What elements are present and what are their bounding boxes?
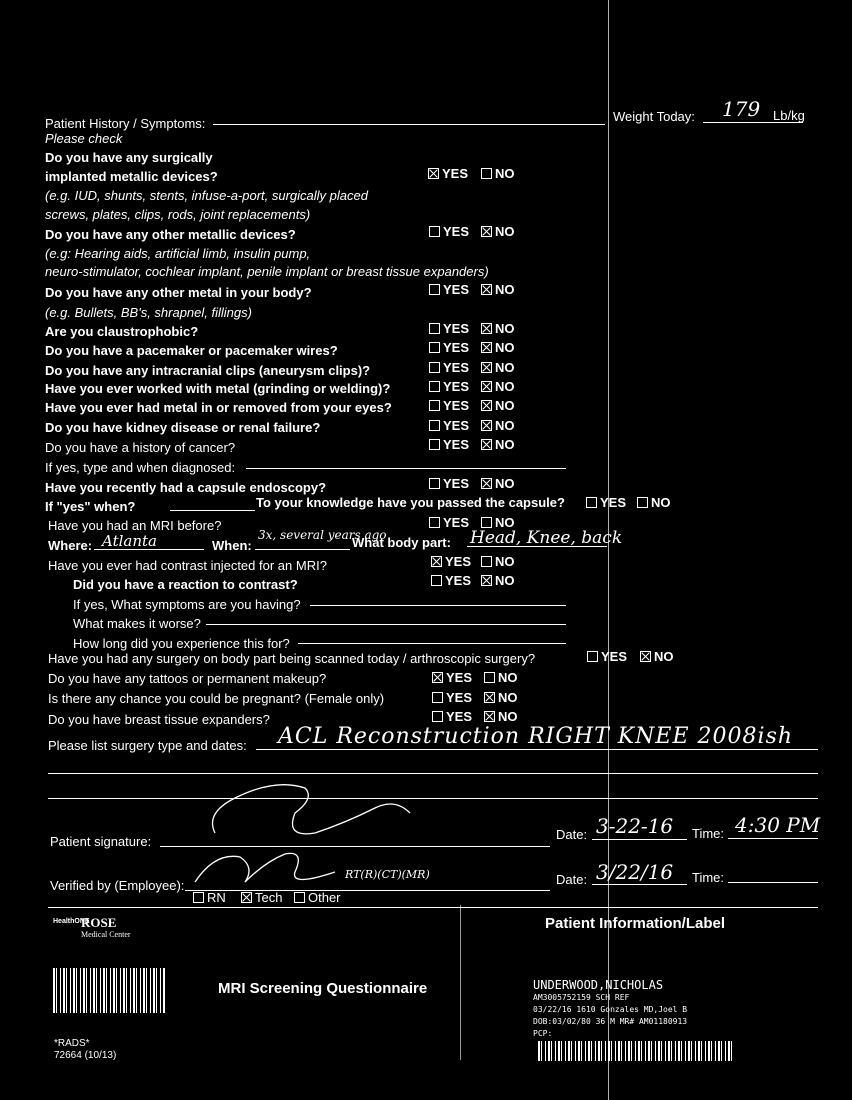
yes-option[interactable]: YES <box>429 360 469 375</box>
checkbox-icon <box>429 420 440 431</box>
no-option-checked[interactable]: NO <box>481 379 515 394</box>
question: implanted metallic devices? <box>45 169 218 184</box>
checkbox-icon <box>481 439 492 450</box>
patient-dob: DOB:03/02/80 36 M MR# AM01180913 <box>533 1017 688 1026</box>
question: Do you have a history of cancer? <box>45 440 236 455</box>
checkbox-icon <box>637 497 648 508</box>
patient-pcp: PCP: <box>533 1029 553 1038</box>
no-option[interactable]: NO <box>481 554 515 569</box>
verified-credentials: RT(R)(CT)(MR) <box>345 868 430 881</box>
question: Is there any chance you could be pregnant? (Female only) <box>48 691 385 706</box>
no-option-checked[interactable]: NO <box>481 573 515 588</box>
patient-visit: 03/22/16 1610 Gonzales MD,Joel B <box>533 1005 688 1014</box>
surgery-list-value[interactable]: ACL Reconstruction RIGHT KNEE 2008ish <box>278 724 794 749</box>
question: If yes, What symptoms are you having? <box>73 597 301 612</box>
checkbox-icon <box>587 651 598 662</box>
yes-option[interactable]: YES <box>429 476 469 491</box>
patient-time-line <box>728 838 818 839</box>
checkbox-icon <box>429 400 440 411</box>
yes-option[interactable]: YES <box>586 495 626 510</box>
yes-option[interactable]: YES <box>429 224 469 239</box>
no-option-checked[interactable]: NO <box>481 437 515 452</box>
checkbox-icon <box>484 711 495 722</box>
surgery-list-label: Please list surgery type and dates: <box>48 738 247 753</box>
no-option[interactable]: NO <box>637 495 671 510</box>
patient-name: UNDERWOOD,NICHOLAS <box>533 978 664 992</box>
patient-barcode <box>538 1041 732 1061</box>
checkbox-icon <box>429 342 440 353</box>
surgery-line <box>256 749 818 750</box>
question: What makes it worse? <box>73 616 201 631</box>
checkbox-icon <box>481 362 492 373</box>
yes-option[interactable]: YES <box>429 437 469 452</box>
yes-option[interactable]: YES <box>432 709 472 724</box>
no-option-checked[interactable]: NO <box>481 418 515 433</box>
verified-date-line <box>592 884 687 885</box>
yes-option[interactable]: YES <box>429 398 469 413</box>
verified-time-label: Time: <box>692 870 725 885</box>
no-option-checked[interactable]: NO <box>484 709 518 724</box>
verified-label: Verified by (Employee): <box>50 878 185 893</box>
checkbox-icon <box>481 323 492 334</box>
yes-option[interactable]: YES <box>429 418 469 433</box>
checkbox-icon <box>432 692 443 703</box>
yes-option-checked[interactable]: YES <box>428 166 468 181</box>
form-title: MRI Screening Questionnaire <box>218 980 428 997</box>
no-option-checked[interactable]: NO <box>481 282 515 297</box>
patient-time-label: Time: <box>692 826 725 841</box>
checkbox-icon <box>640 651 651 662</box>
verified-date-value[interactable]: 3/22/16 <box>596 860 674 884</box>
patient-date-value[interactable]: 3-22-16 <box>596 814 674 838</box>
capsule-followup: To your knowledge have you passed the capsule? <box>256 495 565 510</box>
checkbox-icon <box>481 400 492 411</box>
checkbox-icon <box>429 439 440 450</box>
yes-option[interactable]: YES <box>429 515 469 530</box>
surgery-line-2 <box>48 773 818 774</box>
form-code: *RADS* <box>54 1038 90 1049</box>
question: Do you have any other metallic devices? <box>45 227 296 242</box>
question: If yes, type and when diagnosed: <box>45 460 236 475</box>
patient-account: AM3005752159 SCH REF <box>533 993 630 1002</box>
weight-unit: Lb/kg <box>773 108 805 123</box>
yes-option[interactable]: YES <box>429 282 469 297</box>
question: Do you have any surgically <box>45 150 213 165</box>
no-option[interactable]: NO <box>481 515 515 530</box>
please-check: Please check <box>45 131 123 146</box>
checkbox-icon <box>428 168 439 179</box>
question: Do you have kidney disease or renal failure? <box>45 420 321 435</box>
checkbox-icon <box>481 284 492 295</box>
checkbox-icon <box>294 892 305 903</box>
yes-option-checked[interactable]: YES <box>431 554 471 569</box>
question-note: neuro-stimulator, cochlear implant, penile implant or breast tissue expanders) <box>45 264 489 279</box>
yes-option[interactable]: YES <box>429 321 469 336</box>
no-option-checked[interactable]: NO <box>481 476 515 491</box>
mri-when-line <box>255 549 350 550</box>
yes-option-checked[interactable]: YES <box>432 670 472 685</box>
checkbox-icon <box>481 342 492 353</box>
checkbox-icon <box>429 478 440 489</box>
question-note: (e.g. IUD, shunts, stents, infuse-a-port, surgically placed <box>45 188 368 203</box>
role-rn[interactable]: RN <box>193 890 226 905</box>
role-tech-checked[interactable]: Tech <box>241 890 282 905</box>
patient-signature-label: Patient signature: <box>50 834 152 849</box>
question-note: (e.g: Hearing aids, artificial limb, insulin pump, <box>45 246 311 261</box>
question: Do you have any other metal in your body? <box>45 285 312 300</box>
checkbox-icon <box>241 892 252 903</box>
mri-where-value[interactable]: Atlanta <box>102 532 157 550</box>
checkbox-icon <box>429 226 440 237</box>
no-option-checked[interactable]: NO <box>481 360 515 375</box>
question: Do you have any tattoos or permanent makeup? <box>48 671 327 686</box>
history-line <box>213 124 605 125</box>
mri-when-label: When: <box>212 538 252 553</box>
no-option-checked[interactable]: NO <box>484 690 518 705</box>
scan-line <box>460 905 461 1060</box>
employee-signature-mark <box>185 842 345 892</box>
checkbox-icon <box>429 323 440 334</box>
patient-time-value[interactable]: 4:30 PM <box>735 813 821 837</box>
checkbox-icon <box>481 556 492 567</box>
scan-line <box>608 0 609 1100</box>
checkbox-icon <box>586 497 597 508</box>
no-option[interactable]: NO <box>484 670 518 685</box>
checkbox-icon <box>431 556 442 567</box>
mri-bodypart-label: What body part: <box>352 535 451 550</box>
question: Did you have a reaction to contrast? <box>73 577 298 592</box>
yes-option[interactable]: YES <box>431 573 471 588</box>
no-option-checked[interactable]: NO <box>481 321 515 336</box>
checkbox-icon <box>431 575 442 586</box>
question: If "yes" when? <box>45 499 136 514</box>
patient-label-title: Patient Information/Label <box>545 915 726 932</box>
question: Have you ever had contrast injected for an MRI? <box>48 558 327 573</box>
no-option-checked[interactable]: NO <box>640 649 674 664</box>
checkbox-icon <box>481 575 492 586</box>
role-other[interactable]: Other <box>294 890 341 905</box>
form-number: 72664 (10/13) <box>54 1050 117 1061</box>
question: How long did you experience this for? <box>73 636 290 651</box>
checkbox-icon <box>481 168 492 179</box>
weight-value[interactable]: 179 <box>722 97 761 121</box>
checkbox-icon <box>484 672 495 683</box>
yes-option[interactable]: YES <box>432 690 472 705</box>
checkbox-icon <box>481 381 492 392</box>
checkbox-icon <box>432 672 443 683</box>
patient-signature-mark <box>195 778 445 848</box>
question: Have you recently had a capsule endoscopy? <box>45 480 327 495</box>
checkbox-icon <box>481 420 492 431</box>
mri-where-label: Where: <box>48 538 93 553</box>
checkbox-icon <box>429 284 440 295</box>
worse-line <box>206 624 566 625</box>
no-option-checked[interactable]: NO <box>481 224 515 239</box>
verified-date-label: Date: <box>556 872 588 887</box>
question: Have you had an MRI before? <box>48 518 222 533</box>
capsule-when-line <box>170 510 255 511</box>
question: Do you have any intracranial clips (aneurysm clips)? <box>45 363 371 378</box>
question: Have you ever had metal in or removed from your eyes? <box>45 400 392 415</box>
logo-badge: HealthONE <box>53 918 90 925</box>
patient-date-label: Date: <box>556 827 588 842</box>
mri-bodypart-value[interactable]: Head, Knee, back <box>470 528 623 548</box>
history-label: Patient History / Symptoms: <box>45 116 206 131</box>
yes-option[interactable]: YES <box>429 340 469 355</box>
question: Have you had any surgery on body part being scanned today / arthroscopic surgery? <box>48 651 536 666</box>
footer-divider <box>48 907 818 908</box>
checkbox-icon <box>429 381 440 392</box>
checkbox-icon <box>481 478 492 489</box>
question: Do you have breast tissue expanders? <box>48 712 270 727</box>
logo-title: ROSE <box>81 915 117 930</box>
checkbox-icon <box>193 892 204 903</box>
no-option-checked[interactable]: NO <box>481 340 515 355</box>
logo-subtitle: Medical Center <box>81 930 131 939</box>
mri-when-value[interactable]: 3x, several years ago <box>258 528 387 542</box>
question: Do you have a pacemaker or pacemaker wires? <box>45 343 338 358</box>
symptoms-line <box>310 605 566 606</box>
checkbox-icon <box>429 517 440 528</box>
checkbox-icon <box>429 362 440 373</box>
checkbox-icon <box>432 711 443 722</box>
question: Have you ever worked with metal (grinding or welding)? <box>45 381 391 396</box>
checkbox-icon <box>484 692 495 703</box>
question-note: (e.g. Bullets, BB's, shrapnel, fillings) <box>45 305 252 320</box>
weight-label: Weight Today: <box>613 109 695 124</box>
checkbox-icon <box>481 517 492 528</box>
question: Are you claustrophobic? <box>45 324 199 339</box>
question-note: screws, plates, clips, rods, joint replacements) <box>45 207 311 222</box>
yes-option[interactable]: YES <box>429 379 469 394</box>
checkbox-icon <box>481 226 492 237</box>
no-option[interactable]: NO <box>481 166 515 181</box>
no-option-checked[interactable]: NO <box>481 398 515 413</box>
verified-time-line <box>728 882 818 883</box>
yes-option[interactable]: YES <box>587 649 627 664</box>
cancer-line <box>246 468 566 469</box>
patient-date-line <box>592 839 687 840</box>
form-barcode <box>53 968 165 1013</box>
duration-line <box>298 643 566 644</box>
